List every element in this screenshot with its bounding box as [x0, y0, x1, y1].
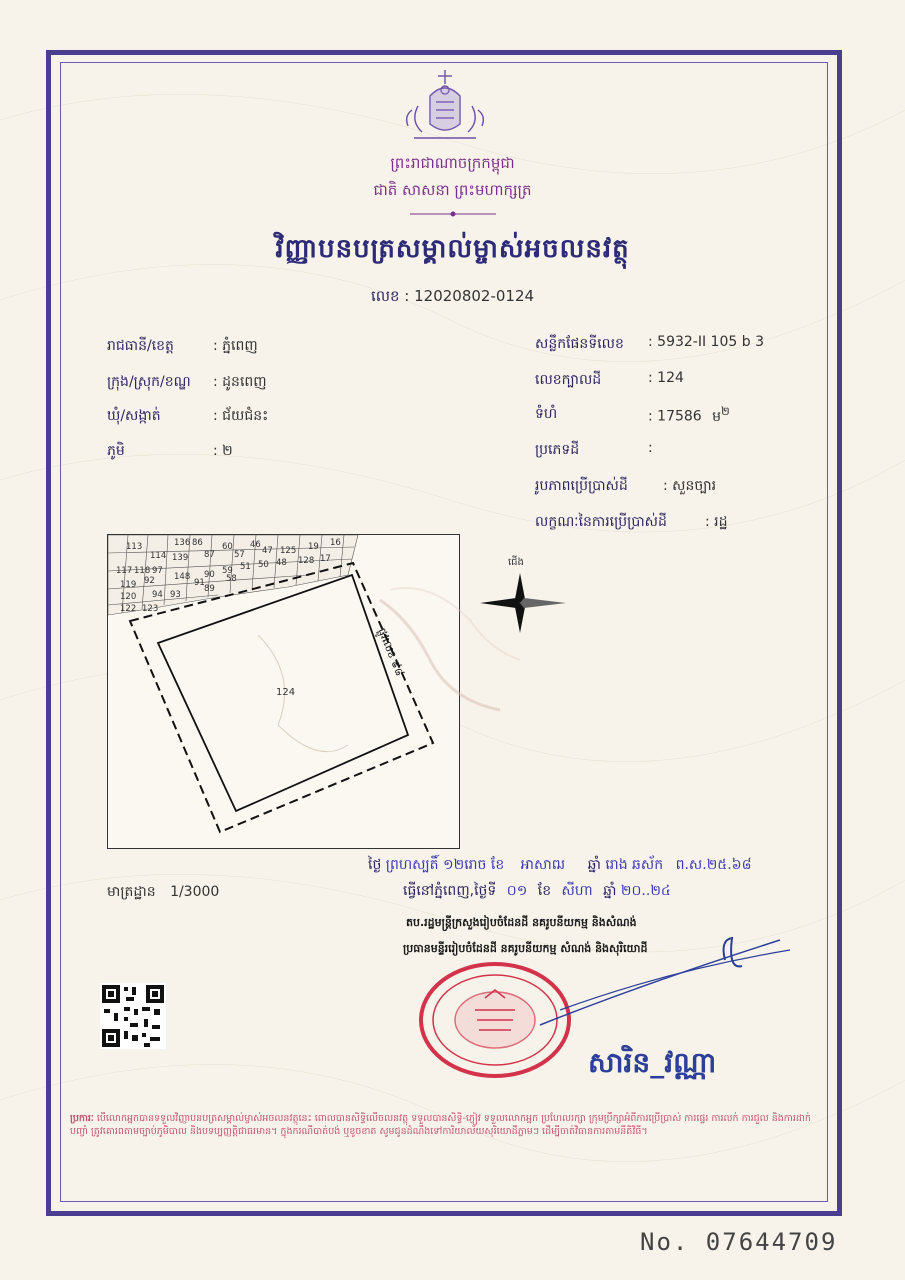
map-neighbor-label: 90: [204, 570, 215, 580]
issue-year-label: ឆ្នាំ: [603, 883, 617, 899]
map-neighbor-label: 57: [234, 550, 245, 560]
kingdom-motto: ជាតិ សាសនា ព្រះមហាក្សត្រ: [373, 181, 532, 199]
lunar-day: ព្រហស្បតិ៍ ១២រោច ខែ: [385, 857, 505, 873]
lunar-date-line: [368, 855, 752, 876]
issue-month-label: ខែ: [537, 883, 552, 899]
area-number: : 17586: [648, 408, 702, 425]
map-neighbor-label: 59: [222, 566, 233, 576]
area-unit-superscript: ២: [721, 404, 730, 418]
map-neighbor-label: 87: [204, 550, 215, 560]
map-neighbor-label: 86: [192, 538, 203, 548]
watermark-map: [370, 560, 530, 720]
document-title: វិញ្ញាបនបត្រសម្គាល់ម្ចាស់អចលនវត្ថុ: [275, 234, 630, 264]
map-neighbor-label: 60: [222, 542, 233, 552]
area-unit: ម: [712, 408, 722, 425]
field-label-parcel-number: លេខក្បាលដី: [535, 372, 602, 388]
field-value-commune: : ជ័យជំនះ: [213, 408, 269, 424]
map-neighbor-label: 118: [134, 566, 151, 576]
scale-value: 1/3000: [170, 884, 220, 900]
issue-place-prefix: ធ្វើនៅភ្នំពេញ,ថ្ងៃទី: [403, 883, 497, 899]
handwritten-signature: [520, 930, 800, 1030]
field-value-district: : ដូនពេញ: [213, 374, 267, 390]
field-label-land-use: រូបភាពប្រើប្រាស់ដី: [535, 478, 628, 494]
divider-ornament: [410, 209, 496, 219]
map-neighbor-label: 16: [330, 538, 341, 548]
field-label-area: ទំហំ: [535, 406, 558, 422]
road-name-label: ផ្លូវលេខ ៩៨: [375, 626, 407, 678]
signatory-name: សារិន_វណ្ណា: [588, 1046, 717, 1079]
north-label: ជើង: [508, 557, 524, 568]
terrain-contour: [258, 635, 348, 752]
map-neighbor-label: 19: [308, 542, 319, 552]
map-neighbor-label: 58: [226, 574, 237, 584]
map-neighbor-label: 91: [194, 578, 205, 588]
scale-label: មាត្រដ្ឋាន: [107, 884, 156, 900]
map-neighbor-label: 50: [258, 560, 269, 570]
parcel-number-label: 124: [276, 687, 296, 698]
buddhist-era: ព.ស.២៥.៦៨: [675, 857, 752, 873]
map-neighbor-label: 89: [204, 584, 215, 594]
field-value-province: : ភ្នំពេញ: [213, 338, 258, 354]
field-label-district: ក្រុង/ស្រុក/ខណ្ឌ: [107, 374, 191, 390]
issue-date-line: [403, 881, 671, 902]
map-neighbor-label: 120: [120, 592, 137, 602]
field-value-parcel-number: : 124: [648, 370, 684, 386]
field-value-map-sheet: : 5932-II 105 b 3: [648, 334, 764, 350]
map-neighbor-label: 114: [150, 551, 167, 561]
map-neighbor-label: 92: [144, 576, 155, 586]
map-neighbor-label: 17: [320, 554, 331, 564]
field-value-village: : ២: [213, 443, 233, 459]
map-neighbor-label: 136: [174, 538, 191, 548]
map-neighbor-label: 97: [152, 566, 163, 576]
map-neighbor-label: 47: [262, 546, 273, 556]
map-scale: [107, 882, 219, 903]
field-value-land-use: : សួនច្បារ: [663, 478, 717, 494]
signatory-title-line2: ប្រធានមន្ទីររៀបចំដែនដី នគរូបនីយកម្ម សំណង់ និងសុរិយោដី: [403, 942, 648, 955]
lunar-month: អាសាឍ: [520, 857, 566, 873]
legal-note: [70, 1112, 822, 1180]
lunar-year-label: ឆ្នាំ: [587, 857, 601, 873]
royal-coat-of-arms-emblem: [400, 66, 490, 146]
map-neighbor-label: 122: [120, 604, 137, 614]
map-neighbor-label: 125: [280, 546, 297, 556]
map-neighbor-label: 139: [172, 553, 189, 563]
issue-day: ០១: [506, 883, 528, 899]
map-neighbor-label: 93: [170, 590, 181, 600]
map-neighbor-label: 128: [298, 556, 315, 566]
field-label-map-sheet: សន្លឹកផែនទីលេខ: [535, 336, 624, 352]
certificate-number-label: លេខ: [370, 287, 400, 305]
signatory-title-line1: តប.រដ្ឋមន្ត្រីក្រសួងរៀបចំដែនដី នគរូបនីយកម្ម និងសំណង់: [406, 916, 637, 929]
serial-number: No. 07644709: [640, 1228, 838, 1256]
map-neighbor-label: 113: [126, 542, 143, 552]
lunar-date-prefix: ថ្ងៃ: [368, 857, 382, 873]
field-label-village: ភូមិ: [107, 443, 125, 459]
map-neighbor-label: 48: [276, 558, 287, 568]
legal-note-label: ប្រការៈ: [70, 1113, 94, 1124]
map-neighbor-label: 123: [142, 604, 159, 614]
map-neighbor-label: 46: [250, 540, 261, 550]
map-neighbor-label: 119: [120, 580, 137, 590]
legal-note-text: បើលោកអ្នកបានទទួលវិញ្ញាបនបត្រសម្គាល់ម្ចាស់អចលនវត្ថុនេះ ពោលបានសិទ្ធិលើចលនវត្ថុ ទទួលបានសិទ្ធិ-ភ្ញៀវ ទទួលលោកអ្នក ប្រហែលរក្សា ក្រុមប្រឹក្សាអំពីការប្រើប្រាស់ ការផ្ទេរ ការលក់ ការជួល និងការដាក់បញ្ចាំ ត្រូវគោរពតាមច្បាប់ភូមិបាល និងបទប្បញ្ញត្តិជាធរមាន។ ក្នុងករណីបាត់បង់ ឬខូចខាត សូមជូនដំណឹងទៅការិយាល័យសុរិយោដីភ្លាមៗ ដើម្បីចាត់វិធានការតាមនីតិវិធី។: [70, 1113, 811, 1137]
certificate-number: [0, 287, 905, 309]
field-label-land-use-character: លក្ខណៈនៃការប្រើប្រាស់ដី: [535, 514, 667, 530]
field-label-province: រាជធានី/ខេត្ត: [107, 338, 174, 354]
field-label-land-type: ប្រភេទដី: [535, 442, 580, 458]
map-neighbor-label: 117: [116, 566, 133, 576]
field-label-commune: ឃុំ/សង្កាត់: [107, 408, 161, 424]
field-value-land-type: :: [648, 440, 653, 456]
map-neighbor-label: 148: [174, 572, 191, 582]
kingdom-heading: ព្រះរាជាណាចក្រកម្ពុជា: [390, 154, 515, 172]
map-neighbor-label: 51: [240, 562, 251, 572]
issue-month: សីហា: [561, 883, 593, 899]
lunar-year: រោង ឆស័ក: [605, 857, 664, 873]
field-value-land-use-character: : រដ្ឋ: [705, 514, 728, 530]
certificate-number-value: : 12020802-0124: [404, 287, 535, 305]
qr-code: [100, 983, 166, 1049]
field-value-area: [648, 404, 730, 428]
issue-year: ២០..២៤: [620, 883, 671, 899]
map-neighbor-label: 94: [152, 590, 163, 600]
